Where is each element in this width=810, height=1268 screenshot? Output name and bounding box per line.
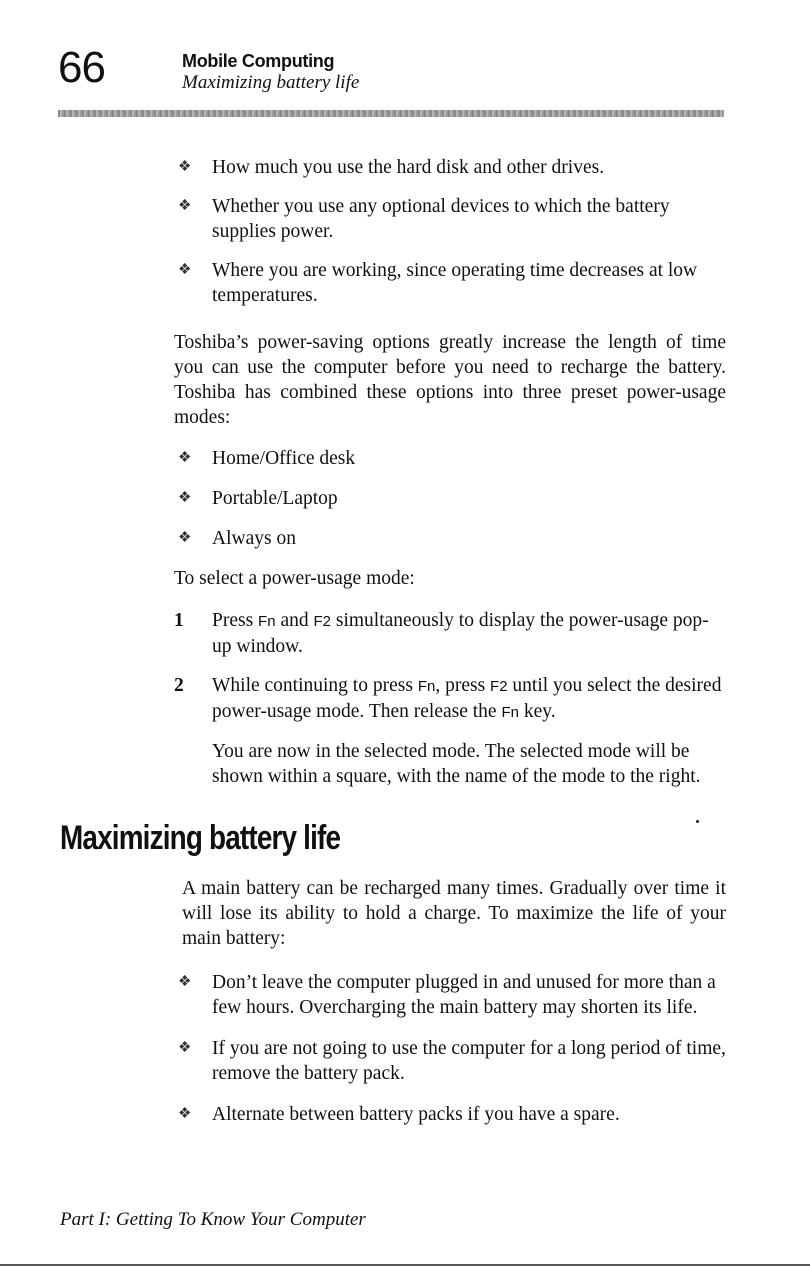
key-f2: F2 bbox=[313, 613, 331, 630]
mode-list bbox=[174, 446, 726, 551]
mode-portable-laptop: Portable/Laptop bbox=[212, 488, 338, 509]
list-item-text: Where you are working, since operating time decreases at low temperatures. bbox=[212, 260, 698, 306]
list-item-text: Don’t leave the computer plugged in and unused for more than a few hours. Overcharging the main battery may shorten its life. bbox=[212, 972, 716, 1018]
list-item bbox=[174, 1036, 726, 1086]
running-head bbox=[182, 50, 359, 94]
bullet-icon: ❖ bbox=[178, 450, 192, 466]
power-paragraph: Toshiba’s power-saving options greatly increase the length of time you can use the computer before you need to recharge the battery. Toshiba has combined these options into three preset power-usage modes: bbox=[174, 332, 726, 428]
step-text: simultaneously to display the power-usage pop-up window. bbox=[212, 610, 709, 657]
key-fn: Fn bbox=[258, 613, 276, 630]
select-intro-block bbox=[174, 566, 726, 591]
list-item-text: Alternate between battery packs if you have a spare. bbox=[212, 1104, 620, 1125]
section-title: Maximizing battery life bbox=[182, 72, 360, 93]
list-item bbox=[174, 526, 726, 551]
key-fn: Fn bbox=[417, 678, 436, 695]
list-item bbox=[174, 446, 726, 471]
step-text: key. bbox=[518, 701, 556, 722]
step-text: and bbox=[275, 610, 314, 631]
bullet-icon: ❖ bbox=[178, 490, 192, 506]
list-item bbox=[174, 258, 726, 308]
list-item-text: How much you use the hard disk and other drives. bbox=[212, 157, 605, 178]
step-text: until you select the desired power-usage mode. Then release the bbox=[212, 675, 722, 722]
mode-home-office: Home/Office desk bbox=[212, 448, 356, 469]
chapter-title: Mobile Computing bbox=[182, 51, 335, 71]
power-paragraph-block bbox=[174, 330, 726, 430]
bullet-icon: ❖ bbox=[178, 198, 192, 214]
page-footer: Part I: Getting To Know Your Computer bbox=[60, 1209, 366, 1230]
bullet-icon: ❖ bbox=[178, 974, 192, 990]
bullet-icon: ❖ bbox=[178, 530, 192, 546]
key-f2: F2 bbox=[490, 678, 508, 695]
list-item bbox=[174, 155, 726, 180]
list-item bbox=[174, 970, 726, 1020]
key-fn: Fn bbox=[501, 704, 519, 721]
step-text: , press bbox=[435, 675, 491, 696]
step-item bbox=[174, 673, 726, 725]
step-list bbox=[174, 608, 726, 789]
list-item bbox=[174, 1102, 726, 1127]
bullet-icon: ❖ bbox=[178, 262, 192, 278]
step-result-text: You are now in the selected mode. The selected mode will be shown within a square, with the name of the mode to the right. bbox=[212, 741, 701, 787]
step-number: 2 bbox=[174, 675, 184, 696]
step-item bbox=[174, 608, 726, 659]
section-heading: Maximizing battery life bbox=[60, 819, 341, 857]
bullet-icon: ❖ bbox=[178, 1040, 192, 1056]
bottom-edge-line bbox=[0, 1264, 810, 1266]
stray-dot bbox=[696, 820, 699, 823]
step-text: Press bbox=[212, 610, 259, 631]
header-rule bbox=[58, 110, 724, 117]
page-number: 66 bbox=[58, 43, 105, 92]
list-item-text: If you are not going to use the computer for a long period of time, remove the battery pack. bbox=[212, 1038, 726, 1084]
bullet-icon: ❖ bbox=[178, 159, 192, 175]
intro-bullet-list bbox=[174, 155, 726, 308]
battery-paragraph-block bbox=[182, 876, 726, 951]
battery-bullet-list bbox=[174, 970, 726, 1127]
step-text: While continuing to press bbox=[212, 675, 418, 696]
list-item-text: Whether you use any optional devices to which the battery supplies power. bbox=[212, 196, 670, 242]
step-result bbox=[174, 739, 726, 789]
bullet-icon: ❖ bbox=[178, 1106, 192, 1122]
mode-always-on: Always on bbox=[212, 528, 296, 549]
select-intro: To select a power-usage mode: bbox=[174, 568, 415, 589]
list-item bbox=[174, 194, 726, 244]
list-item bbox=[174, 486, 726, 511]
step-number: 1 bbox=[174, 610, 184, 631]
battery-paragraph: A main battery can be recharged many times. Gradually over time it will lose its ability to hold a charge. To maximize the life of your main battery: bbox=[182, 878, 726, 949]
